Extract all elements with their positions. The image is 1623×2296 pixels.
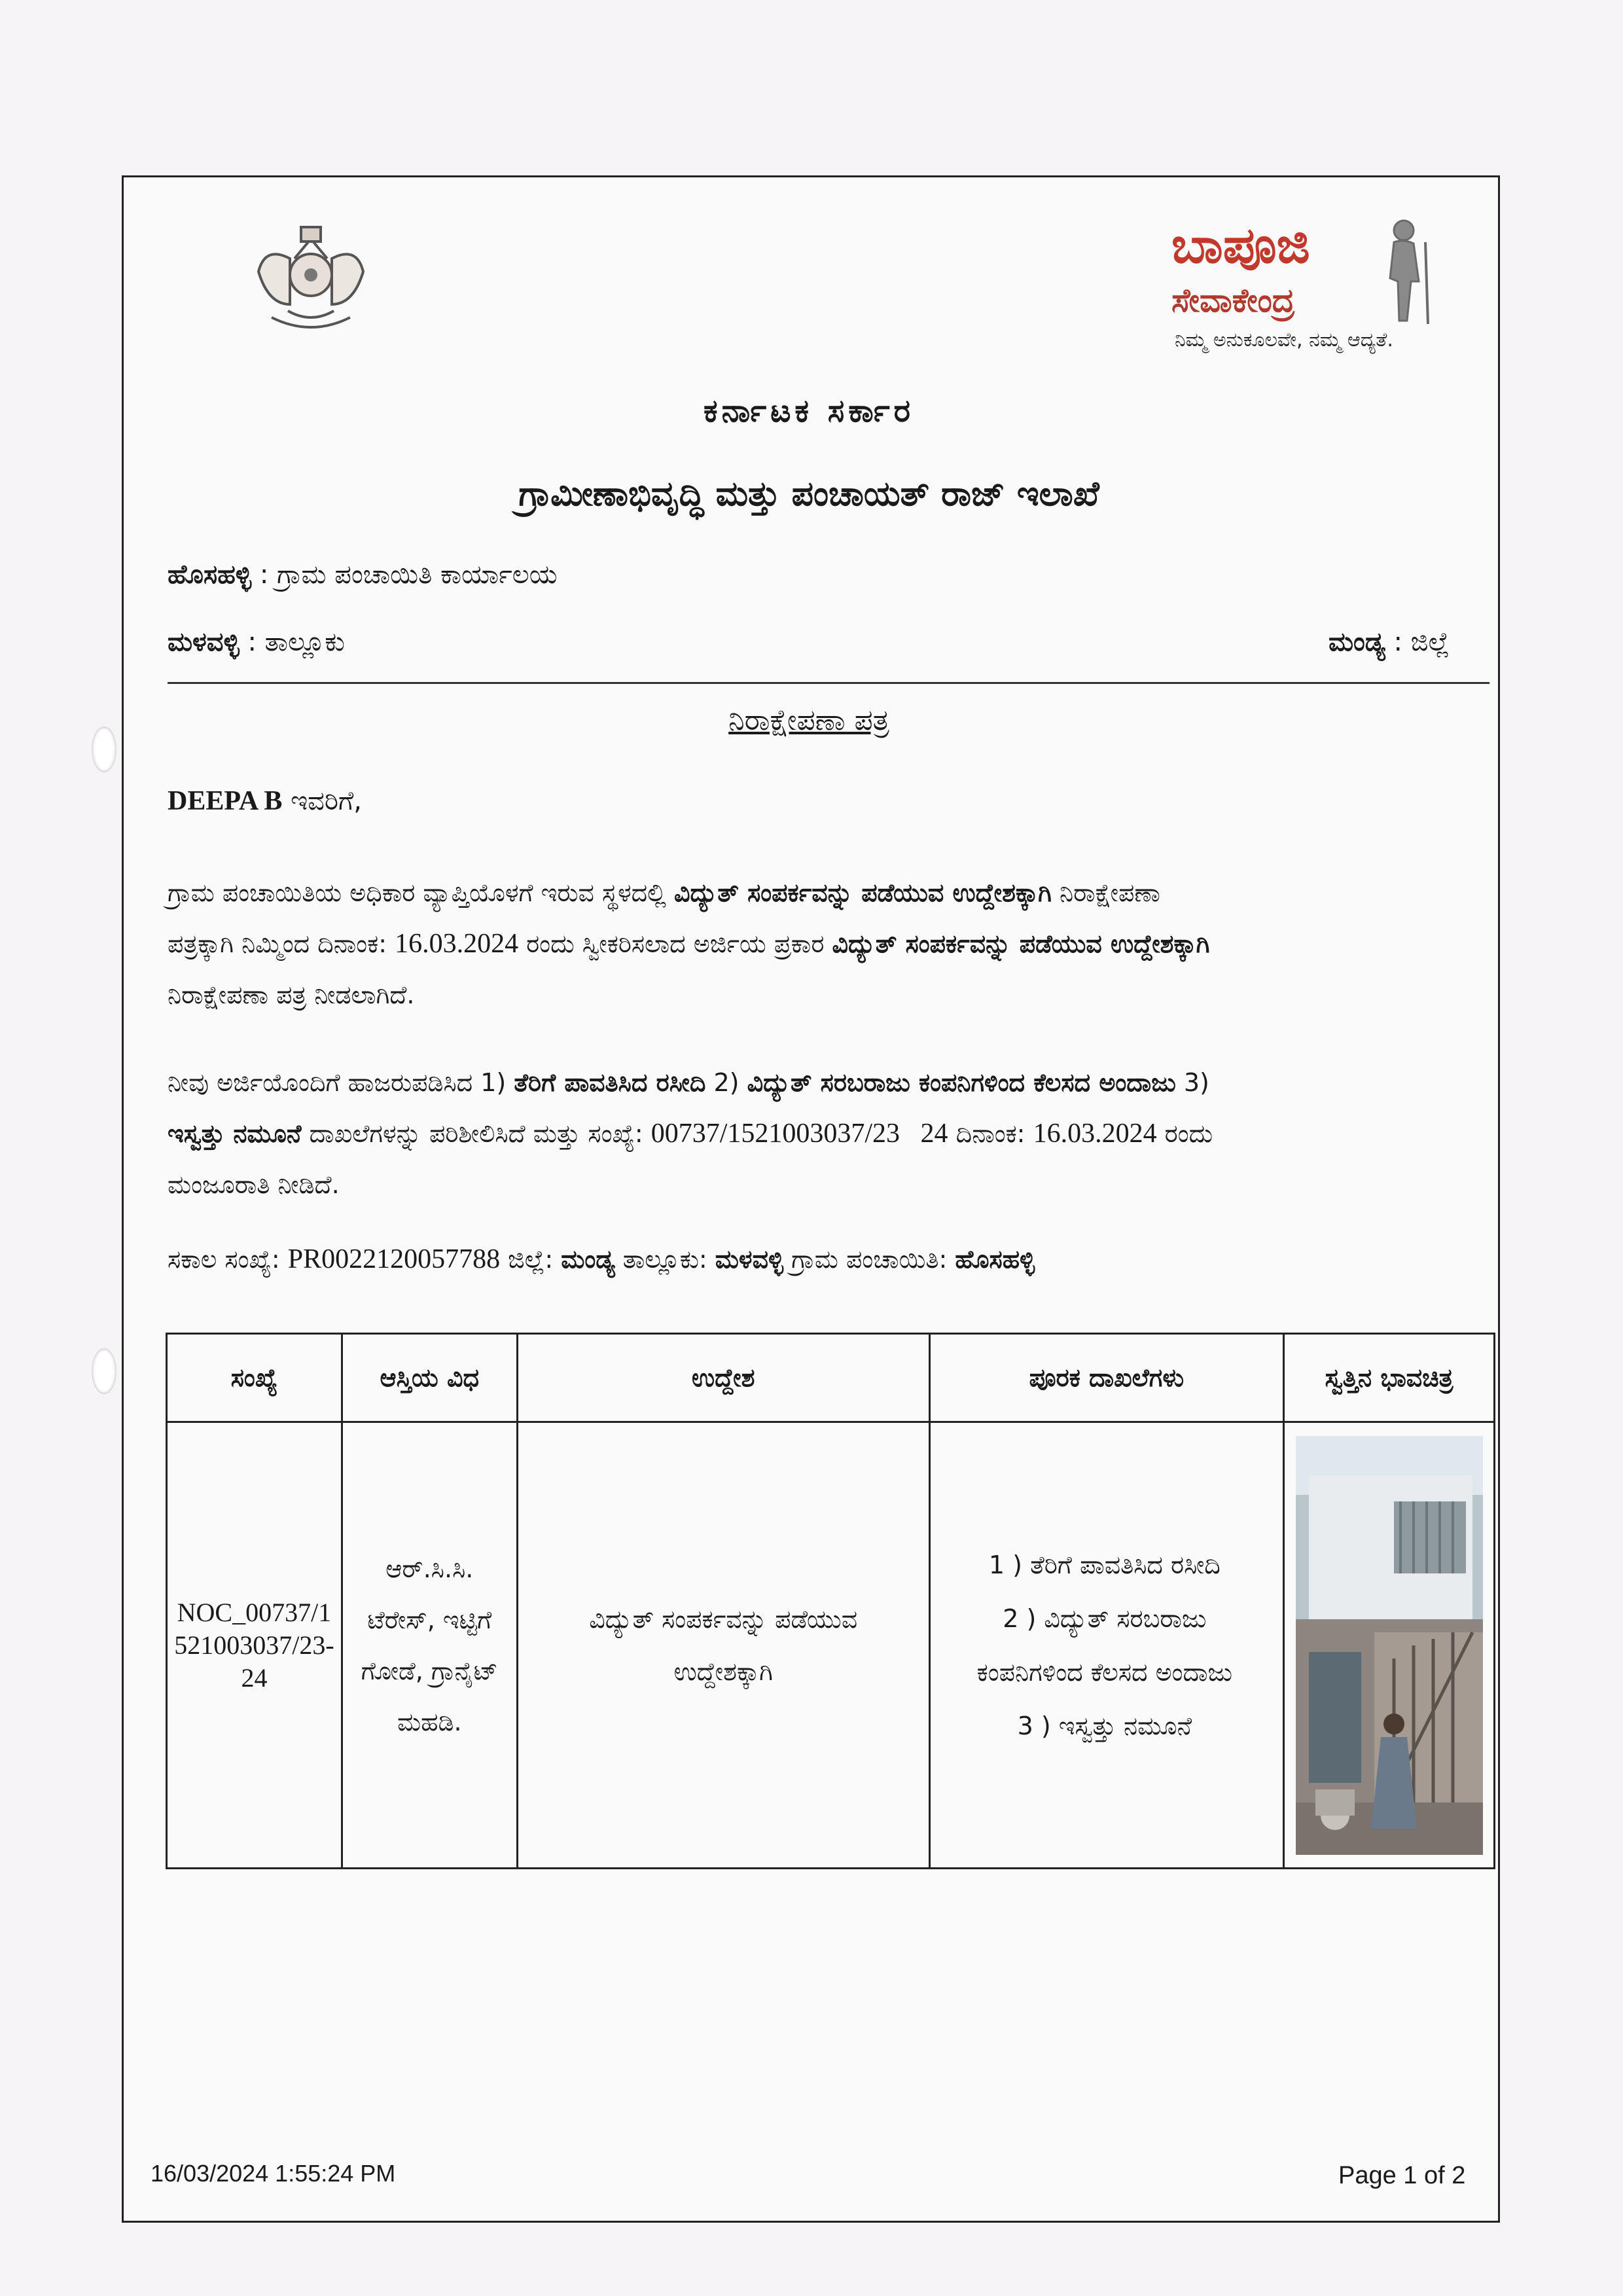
addressee-name: DEEPA B: [168, 786, 283, 816]
table-row: [167, 1422, 1495, 1869]
table-header-row: [167, 1334, 1495, 1422]
header-divider: [168, 682, 1489, 684]
district-suffix: : ಜಿಲ್ಲೆ: [1385, 627, 1450, 657]
district-line: [1329, 627, 1450, 657]
gandhi-figure-icon: [1368, 216, 1440, 327]
district-name: ಮಂಡ್ಯ: [1329, 627, 1385, 657]
punch-hole: [92, 726, 116, 772]
property-type-line: ಆರ್.ಸಿ.ಸಿ.: [385, 1554, 474, 1583]
document-item: 2 ) ವಿದ್ಯುತ್ ಸರಬರಾಜು: [1003, 1604, 1207, 1633]
property-type-line: ಗೋಡೆ, ಗ್ರಾನೈಟ್: [361, 1656, 498, 1685]
noc-number-line: 24: [241, 1662, 268, 1693]
bleed-through-watermark: [687, 2134, 694, 2163]
addressee-suffix: ಇವರಿಗೆ,: [282, 786, 362, 816]
noc-details-table: [166, 1333, 1495, 1869]
purpose-line: ವಿದ್ಯುತ್ ಸಂಪರ್ಕವನ್ನು ಪಡೆಯುವ: [589, 1604, 858, 1634]
doc-work-estimate: ವಿದ್ಯುತ್ ಸರಬರಾಜು ಕಂಪನಿಗಳಿಂದ ಕೆಲಸದ ಅಂದಾಜು: [747, 1068, 1176, 1097]
logo-title: ಬಾಪೂಜಿ: [1171, 216, 1310, 274]
property-photo: [1296, 1436, 1483, 1855]
print-timestamp: 16/03/2024 1:55:24 PM: [151, 2160, 396, 2187]
sakala-district-label: ಜಿಲ್ಲೆ:: [500, 1245, 562, 1274]
sakala-gp: ಹೊಸಹಳ್ಳಿ: [955, 1245, 1035, 1274]
bapuji-seva-kendra-logo: [1171, 216, 1446, 360]
para2-text: ದಾಖಲೆಗಳನ್ನು ಪರಿಶೀಲಿಸಿದೆ ಮತ್ತು ಸಂಖ್ಯೆ:: [301, 1119, 651, 1148]
para1-purpose: ವಿದ್ಯುತ್ ಸಂಪರ್ಕವನ್ನು ಪಡೆಯುವ ಉದ್ದೇಶಕ್ಕಾಗಿ: [674, 878, 1052, 907]
sakala-line: [168, 1244, 1035, 1275]
noc-number-cell: [167, 1422, 342, 1869]
para2-text: ದಿನಾಂಕ:: [948, 1119, 1033, 1148]
noc-title: ನಿರಾಕ್ಷೇಪಣಾ ಪತ್ರ: [728, 704, 889, 737]
para2-text: ನೀವು ಅರ್ಜಿಯೊಂದಿಗೆ ಹಾಜರುಪಡಿಸಿದ 1): [168, 1068, 514, 1097]
noc-number-line: NOC_00737/1: [177, 1597, 332, 1627]
sakala-number: PR0022120057788: [287, 1244, 501, 1274]
para1-text: ಗ್ರಾಮ ಪಂಚಾಯಿತಿಯ ಅಧಿಕಾರ ವ್ಯಾಪ್ತಿಯೊಳಗೆ ಇರುವ ಸ್ಥಳದಲ್ಲಿ: [168, 878, 674, 907]
purpose-line: ಉದ್ದೇಶಕ್ಕಾಗಿ: [673, 1657, 773, 1686]
para2-line3: ಮಂಜೂರಾತಿ ನೀಡಿದೆ.: [168, 1170, 340, 1199]
document-item: 1 ) ತೆರಿಗೆ ಪಾವತಿಸಿದ ರಸೀದಿ: [988, 1550, 1221, 1579]
taluk-line: [168, 627, 345, 657]
page-number: Page 1 of 2: [1338, 2162, 1466, 2189]
para1-text: ರಂದು ಸ್ವೀಕರಿಸಲಾದ ಅರ್ಜಿಯ ಪ್ರಕಾರ: [518, 929, 832, 958]
property-type-line: ಮಹಡಿ.: [397, 1707, 462, 1736]
sakala-taluk: ಮಳವಳ್ಳಿ: [715, 1245, 784, 1274]
purpose-cell: [517, 1422, 929, 1869]
application-date: 16.03.2024: [395, 929, 519, 959]
col-header-property-type: ಆಸ್ತಿಯ ವಿಧ: [342, 1334, 517, 1422]
taluk-name: ಮಳವಳ್ಳಿ: [168, 627, 240, 657]
addressee-line: [168, 785, 362, 817]
noc-number-line: 521003037/23-: [174, 1630, 334, 1660]
paragraph-2: [168, 1047, 1489, 1220]
document-item: ಕಂಪನಿಗಳಿಂದ ಕೆಲಸದ ಅಂದಾಜು: [976, 1657, 1233, 1687]
para1-line3: ನಿರಾಕ್ಷೇಪಣಾ ಪತ್ರ ನೀಡಲಾಗಿದೆ.: [168, 980, 415, 1009]
paragraph-1: [168, 857, 1489, 1030]
para2-text: 3): [1175, 1068, 1209, 1097]
approval-date: 16.03.2024: [1033, 1119, 1157, 1149]
department-title: ಗ್ರಾಮೀಣಾಭಿವೃದ್ಧಿ ಮತ್ತು ಪಂಚಾಯತ್ ರಾಜ್ ಇಲಾಖೆ: [518, 475, 1099, 514]
village-name: ಹೊಸಹಳ್ಳಿ: [168, 560, 252, 590]
sakala-taluk-label: ತಾಲ್ಲೂಕು:: [615, 1245, 715, 1274]
para2-text: 2): [705, 1068, 747, 1097]
sakala-gp-label: ಗ್ರಾಮ ಪಂಚಾಯಿತಿ:: [783, 1245, 955, 1274]
property-type-cell: [342, 1422, 517, 1869]
property-photo-cell: [1284, 1422, 1495, 1869]
logo-subtitle: ಸೇವಾಕೇಂದ್ರ: [1171, 281, 1295, 319]
karnataka-emblem-icon: [232, 213, 389, 344]
taluk-suffix: : ತಾಲ್ಲೂಕು: [239, 627, 345, 657]
sakala-label: ಸಕಾಲ ಸಂಖ್ಯೆ:: [168, 1245, 288, 1274]
punch-hole: [92, 1348, 116, 1394]
property-type-line: ಟೆರೇಸ್, ಇಟ್ಟಿಗೆ: [367, 1605, 492, 1634]
col-header-documents: ಪೂರಕ ದಾಖಲೆಗಳು: [929, 1334, 1283, 1422]
sakala-district: ಮಂಡ್ಯ: [561, 1245, 615, 1274]
col-header-number: ಸಂಖ್ಯೆ: [167, 1334, 342, 1422]
col-header-photo: ಸ್ವತ್ತಿನ ಭಾವಚಿತ್ರ: [1284, 1334, 1495, 1422]
documents-cell: [929, 1422, 1283, 1869]
para1-purpose: ವಿದ್ಯುತ್ ಸಂಪರ್ಕವನ್ನು ಪಡೆಯುವ ಉದ್ದೇಶಕ್ಕಾಗಿ: [832, 929, 1210, 958]
para1-text: ಪತ್ರಕ್ಕಾಗಿ ನಿಮ್ಮಿಂದ ದಿನಾಂಕ:: [168, 929, 395, 958]
doc-eswathu-form: ಇಸ್ವತ್ತು ನಮೂನೆ: [168, 1119, 302, 1148]
government-title: ಕರ್ನಾಟಕ ಸರ್ಕಾರ: [703, 393, 915, 429]
para2-text: ರಂದು: [1156, 1119, 1213, 1148]
approval-number: 00737/1521003037/23 24: [651, 1119, 948, 1149]
doc-tax-receipt: ತೆರಿಗೆ ಪಾವತಿಸಿದ ರಸೀದಿ: [514, 1068, 706, 1097]
para1-text: ನಿರಾಕ್ಷೇಪಣಾ: [1051, 878, 1160, 907]
logo-tagline: ನಿಮ್ಮ ಅನುಕೂಲವೇ, ನಮ್ಮ ಆದ್ಯತೆ.: [1175, 329, 1393, 351]
col-header-purpose: ಉದ್ದೇಶ: [517, 1334, 929, 1422]
document-item: 3 ) ಇಸ್ವತ್ತು ನಮೂನೆ: [1017, 1711, 1192, 1740]
village-office-line: [168, 560, 558, 590]
village-suffix: : ಗ್ರಾಮ ಪಂಚಾಯಿತಿ ಕಾರ್ಯಾಲಯ: [251, 560, 558, 590]
